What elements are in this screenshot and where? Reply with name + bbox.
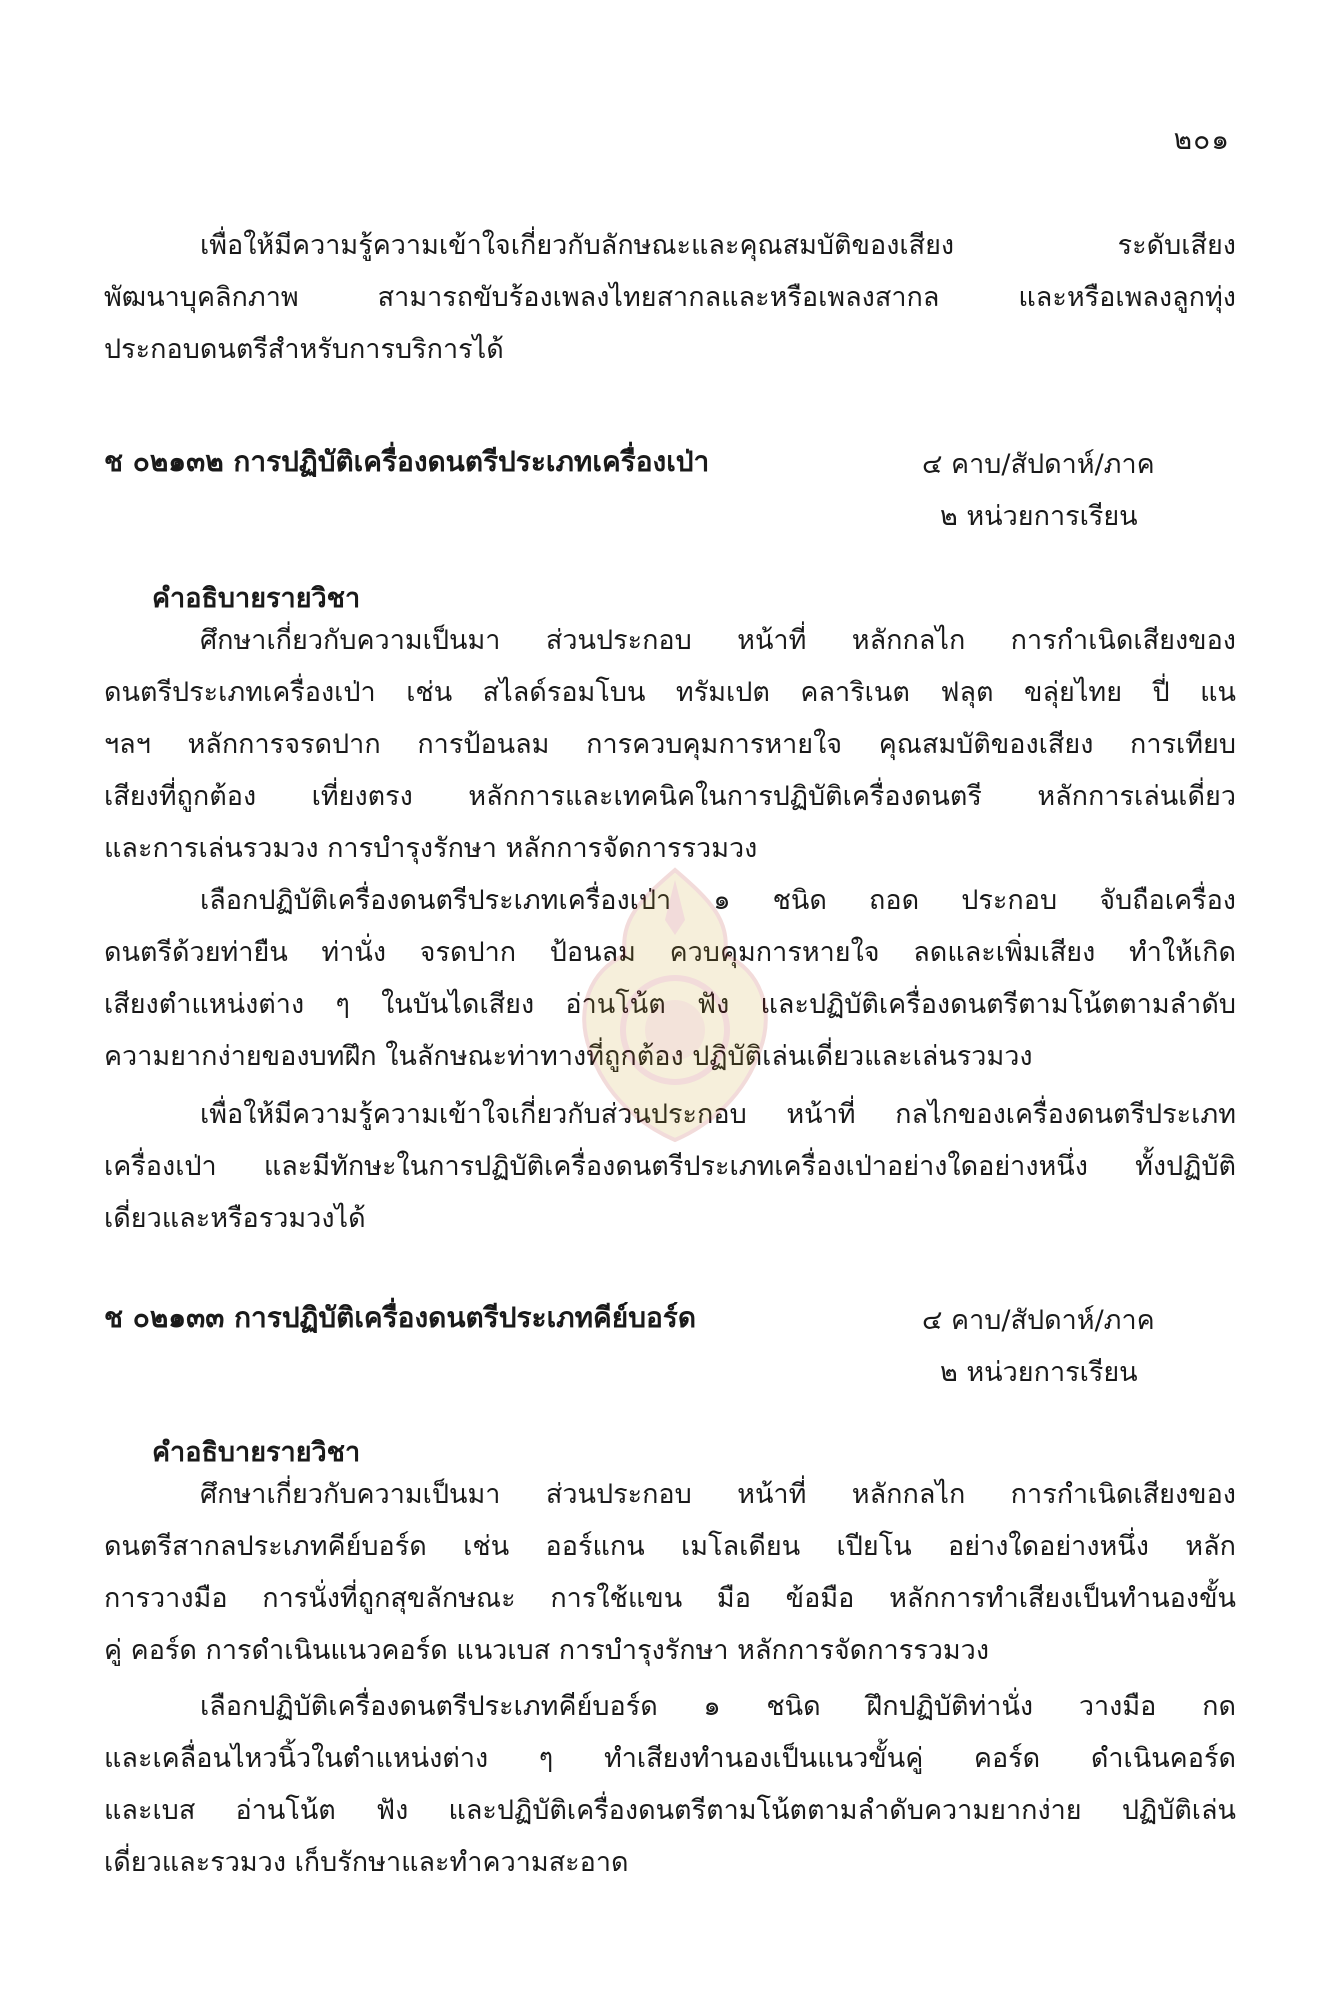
course-1-desc-heading: คำอธิบายรายวิชา bbox=[152, 583, 361, 614]
course-2-title: ช ๐๒๑๓๓ การปฏิบัติเครื่องดนตรีประเภทคีย์บอร์ด bbox=[104, 1301, 697, 1334]
course-1-p3-line-1: เพื่อให้มีความรู้ความเข้าใจเกี่ยวกับส่วนประกอบ หน้าที่ กลไกของเครื่องดนตรีประเภท bbox=[200, 1099, 1236, 1130]
course-1-p1-line-3: ฯลฯ หลักการจรดปาก การป้อนลม การควบคุมการหายใจ คุณสมบัติของเสียง การเทียบ bbox=[104, 729, 1236, 760]
course-2-p1-line-3: การวางมือ การนั่งที่ถูกสุขลักษณะ การใช้แขน มือ ข้อมือ หลักการทำเสียงเป็นทำนองขั้น bbox=[104, 1583, 1236, 1614]
course-2-p1-line-2: ดนตรีสากลประเภทคีย์บอร์ด เช่น ออร์แกน เมโลเดียน เปียโน อย่างใดอย่างหนึ่ง หลัก bbox=[104, 1531, 1236, 1562]
course-2-credits: ๒ หน่วยการเรียน bbox=[940, 1357, 1138, 1388]
course-1-p3-line-3: เดี่ยวและหรือรวมวงได้ bbox=[104, 1203, 366, 1234]
intro-line-2: พัฒนาบุคลิกภาพ สามารถขับร้องเพลงไทยสากลและหรือเพลงสากล และหรือเพลงลูกทุ่ง bbox=[104, 282, 1236, 313]
intro-line-3: ประกอบดนตรีสำหรับการบริการได้ bbox=[104, 334, 504, 365]
course-1-hours: ๔ คาบ/สัปดาห์/ภาค bbox=[922, 449, 1155, 480]
course-1-p2-line-3: เสียงตำแหน่งต่าง ๆ ในบันไดเสียง อ่านโน้ต ฟัง และปฏิบัติเครื่องดนตรีตามโน้ตตามลำดับ bbox=[104, 989, 1236, 1020]
course-1-credits: ๒ หน่วยการเรียน bbox=[940, 501, 1138, 532]
course-2-p2-line-1: เลือกปฏิบัติเครื่องดนตรีประเภทคีย์บอร์ด ๑ ชนิด ฝึกปฏิบัติท่านั่ง วางมือ กด bbox=[200, 1691, 1236, 1722]
course-2-p1-line-1: ศึกษาเกี่ยวกับความเป็นมา ส่วนประกอบ หน้าที่ หลักกลไก การกำเนิดเสียงของ bbox=[200, 1479, 1236, 1510]
course-1-p1-line-4: เสียงที่ถูกต้อง เที่ยงตรง หลักการและเทคนิคในการปฏิบัติเครื่องดนตรี หลักการเล่นเดี่ยว bbox=[104, 781, 1236, 812]
course-1-p2-line-1: เลือกปฏิบัติเครื่องดนตรีประเภทเครื่องเป่า ๑ ชนิด ถอด ประกอบ จับถือเครื่อง bbox=[200, 885, 1236, 916]
intro-line-1: เพื่อให้มีความรู้ความเข้าใจเกี่ยวกับลักษณะและคุณสมบัติของเสียง ระดับเสียง bbox=[200, 230, 1236, 261]
course-1-p3-line-2: เครื่องเป่า และมีทักษะในการปฏิบัติเครื่องดนตรีประเภทเครื่องเป่าอย่างใดอย่างหนึ่ง ทั้งปฏิบัติ bbox=[104, 1151, 1236, 1182]
course-2-p2-line-4: เดี่ยวและรวมวง เก็บรักษาและทำความสะอาด bbox=[104, 1847, 629, 1878]
course-1-title: ช ๐๒๑๓๒ การปฏิบัติเครื่องดนตรีประเภทเครื่องเป่า bbox=[104, 445, 710, 478]
course-1-p1-line-2: ดนตรีประเภทเครื่องเป่า เช่น สไลด์รอมโบน ทรัมเปต คลาริเนต ฟลุต ขลุ่ยไทย ปี่ แน bbox=[104, 677, 1236, 708]
course-1-p2-line-2: ดนตรีด้วยท่ายืน ท่านั่ง จรดปาก ป้อนลม ควบคุมการหายใจ ลดและเพิ่มเสียง ทำให้เกิด bbox=[104, 937, 1236, 968]
course-1-p1-line-5: และการเล่นรวมวง การบำรุงรักษา หลักการจัดการรวมวง bbox=[104, 833, 758, 864]
course-2-p2-line-3: และเบส อ่านโน้ต ฟัง และปฏิบัติเครื่องดนตรีตามโน้ตตามลำดับความยากง่าย ปฏิบัติเล่น bbox=[104, 1795, 1236, 1826]
course-2-desc-heading: คำอธิบายรายวิชา bbox=[152, 1437, 361, 1468]
course-1-p2-line-4: ความยากง่ายของบทฝึก ในลักษณะท่าทางที่ถูกต้อง ปฏิบัติเล่นเดี่ยวและเล่นรวมวง bbox=[104, 1041, 1033, 1072]
course-2-p2-line-2: และเคลื่อนไหวนิ้วในตำแหน่งต่าง ๆ ทำเสียงทำนองเป็นแนวขั้นคู่ คอร์ด ดำเนินคอร์ด bbox=[104, 1743, 1236, 1774]
page-number: ๒๐๑ bbox=[1173, 123, 1230, 156]
course-1-p1-line-1: ศึกษาเกี่ยวกับความเป็นมา ส่วนประกอบ หน้าที่ หลักกลไก การกำเนิดเสียงของ bbox=[200, 625, 1236, 656]
course-2-hours: ๔ คาบ/สัปดาห์/ภาค bbox=[922, 1305, 1155, 1336]
course-2-p1-line-4: คู่ คอร์ด การดำเนินแนวคอร์ด แนวเบส การบำรุงรักษา หลักการจัดการรวมวง bbox=[104, 1635, 990, 1666]
